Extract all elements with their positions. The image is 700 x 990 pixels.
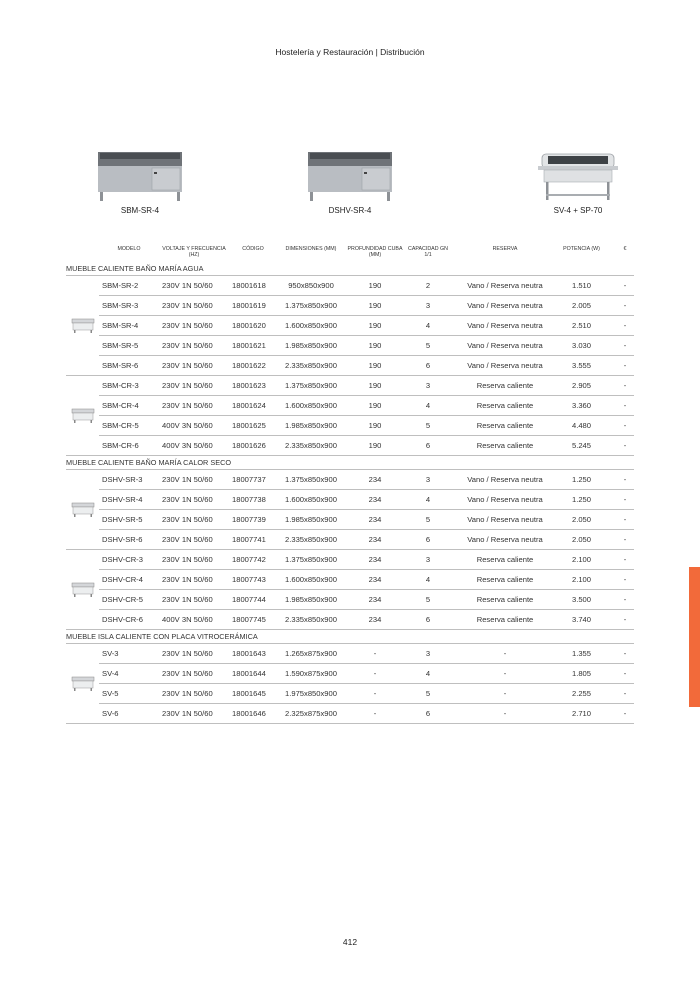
table-cell: Reserva caliente	[451, 416, 559, 436]
col-header-profundidad: PROFUNDIDAD CUBA (MM)	[347, 246, 403, 258]
table-cell: Reserva caliente	[451, 570, 559, 590]
table-cell: 230V 1N 50/60	[159, 396, 229, 416]
table-cell: -	[604, 644, 634, 664]
table-cell: 3.555	[559, 356, 604, 376]
table-cell: 234	[345, 530, 405, 550]
table-row	[66, 316, 634, 336]
table-cell: -	[604, 396, 634, 416]
bain-marie-heated-reserve-icon	[66, 376, 99, 456]
table-cell: 3.360	[559, 396, 604, 416]
table-cell: 950x850x900	[277, 276, 345, 296]
table-row	[66, 336, 634, 356]
table-cell: 190	[345, 296, 405, 316]
table-cell: 230V 1N 50/60	[159, 644, 229, 664]
table-cell: 1.600x850x900	[277, 570, 345, 590]
dry-heat-heated-reserve-icon	[66, 550, 99, 630]
table-cell: -	[604, 510, 634, 530]
table-cell: -	[604, 684, 634, 704]
table-cell: 2.005	[559, 296, 604, 316]
table-cell: 234	[345, 510, 405, 530]
table-cell: 230V 1N 50/60	[159, 490, 229, 510]
section-title: MUEBLE CALIENTE BAÑO MARÍA AGUA	[66, 262, 634, 276]
dry-heat-cabinet-image	[302, 150, 398, 202]
col-header-capacidad: CAPACIDAD GN 1/1	[408, 246, 448, 258]
table-cell: 4	[405, 570, 451, 590]
table-cell: SBM-CR-6	[99, 436, 159, 456]
table-cell: -	[604, 490, 634, 510]
table-cell: -	[451, 664, 559, 684]
product-caption: SV-4 + SP-70	[553, 206, 603, 215]
table-cell: 234	[345, 490, 405, 510]
table-cell: 18001619	[229, 296, 277, 316]
table-cell: 230V 1N 50/60	[159, 276, 229, 296]
table-cell: Vano / Reserva neutra	[451, 356, 559, 376]
table-cell: -	[604, 436, 634, 456]
table-cell: SBM-SR-2	[99, 276, 159, 296]
table-cell: 4	[405, 490, 451, 510]
table-cell: 234	[345, 610, 405, 630]
table-cell: 230V 1N 50/60	[159, 510, 229, 530]
table-row	[66, 296, 634, 316]
table-cell: 5.245	[559, 436, 604, 456]
table-cell: -	[604, 296, 634, 316]
table-cell: 1.375x850x900	[277, 470, 345, 490]
table-cell: 18007737	[229, 470, 277, 490]
table-cell: 18001643	[229, 644, 277, 664]
table-row	[66, 664, 634, 684]
table-cell: 1.375x850x900	[277, 296, 345, 316]
bain-marie-water-icon	[66, 276, 99, 376]
table-cell: 18001624	[229, 396, 277, 416]
table-cell: 1.600x850x900	[277, 396, 345, 416]
table-cell: -	[604, 704, 634, 724]
table-cell: -	[604, 550, 634, 570]
table-cell: Vano / Reserva neutra	[451, 470, 559, 490]
table-cell: -	[604, 470, 634, 490]
col-header-dimensiones: DIMENSIONES (MM)	[285, 246, 337, 252]
table-cell: 3.500	[559, 590, 604, 610]
table-cell: 230V 1N 50/60	[159, 530, 229, 550]
table-cell: 230V 1N 50/60	[159, 704, 229, 724]
table-cell: 18001618	[229, 276, 277, 296]
table-cell: 4	[405, 664, 451, 684]
table-cell: 230V 1N 50/60	[159, 664, 229, 684]
table-row	[66, 610, 634, 630]
table-cell: DSHV-SR-5	[99, 510, 159, 530]
table-cell: 18001623	[229, 376, 277, 396]
table-cell: 2.905	[559, 376, 604, 396]
table-row	[66, 684, 634, 704]
table-cell: 190	[345, 436, 405, 456]
table-body	[66, 262, 634, 724]
section-title: MUEBLE ISLA CALIENTE CON PLACA VITROCERÁMICA	[66, 630, 634, 644]
table-cell: 2.335x850x900	[277, 610, 345, 630]
table-row	[66, 550, 634, 570]
table-cell: -	[604, 316, 634, 336]
table-cell: 230V 1N 50/60	[159, 356, 229, 376]
table-cell: -	[451, 684, 559, 704]
table-cell: 18001621	[229, 336, 277, 356]
product-table	[66, 243, 634, 724]
table-cell: -	[345, 664, 405, 684]
table-cell: Vano / Reserva neutra	[451, 530, 559, 550]
table-cell: 2.100	[559, 570, 604, 590]
table-cell: 190	[345, 376, 405, 396]
table-cell: Reserva caliente	[451, 550, 559, 570]
table-cell: 5	[405, 510, 451, 530]
col-header-modelo: MODELO	[117, 246, 141, 252]
table-row	[66, 490, 634, 510]
table-cell: -	[604, 276, 634, 296]
table-cell: 230V 1N 50/60	[159, 316, 229, 336]
table-cell: Reserva caliente	[451, 590, 559, 610]
product-caption: DSHV-SR-4	[328, 206, 372, 215]
table-cell: DSHV-CR-6	[99, 610, 159, 630]
table-cell: Reserva caliente	[451, 436, 559, 456]
table-cell: 230V 1N 50/60	[159, 376, 229, 396]
section-title: MUEBLE CALIENTE BAÑO MARÍA CALOR SECO	[66, 456, 634, 470]
table-cell: -	[604, 610, 634, 630]
table-cell: 18001625	[229, 416, 277, 436]
table-cell: Vano / Reserva neutra	[451, 490, 559, 510]
section-title-row	[66, 630, 634, 644]
hot-island-icon	[66, 644, 99, 724]
table-cell: -	[345, 684, 405, 704]
table-cell: 18001620	[229, 316, 277, 336]
table-cell: 2.510	[559, 316, 604, 336]
table-cell: 230V 1N 50/60	[159, 296, 229, 316]
table-cell: 1.250	[559, 470, 604, 490]
table-cell: 18001645	[229, 684, 277, 704]
table-cell: 1.985x850x900	[277, 510, 345, 530]
table-cell: Vano / Reserva neutra	[451, 336, 559, 356]
table-cell: Vano / Reserva neutra	[451, 510, 559, 530]
table-cell: 18007742	[229, 550, 277, 570]
table-cell: DSHV-SR-3	[99, 470, 159, 490]
table-cell: SV-4	[99, 664, 159, 684]
table-cell: 190	[345, 396, 405, 416]
section-title-row	[66, 262, 634, 276]
table-cell: DSHV-CR-4	[99, 570, 159, 590]
table-cell: -	[604, 336, 634, 356]
table-cell: DSHV-CR-5	[99, 590, 159, 610]
table-cell: 2	[405, 276, 451, 296]
table-cell: 190	[345, 416, 405, 436]
table-cell: Reserva caliente	[451, 610, 559, 630]
table-cell: 4	[405, 396, 451, 416]
table-cell: 5	[405, 336, 451, 356]
table-cell: 400V 3N 50/60	[159, 610, 229, 630]
table-cell: SV-6	[99, 704, 159, 724]
table-cell: 3	[405, 470, 451, 490]
table-cell: 190	[345, 336, 405, 356]
table-cell: 3	[405, 550, 451, 570]
table-cell: 1.590x875x900	[277, 664, 345, 684]
table-cell: SBM-SR-4	[99, 316, 159, 336]
table-row	[66, 276, 634, 296]
table-cell: 190	[345, 356, 405, 376]
table-cell: 1.375x850x900	[277, 376, 345, 396]
table-cell: 400V 3N 50/60	[159, 436, 229, 456]
table-cell: 1.975x850x900	[277, 684, 345, 704]
table-cell: 18001622	[229, 356, 277, 376]
table-cell: 230V 1N 50/60	[159, 590, 229, 610]
table-cell: -	[604, 376, 634, 396]
hot-island-ceramic-image	[530, 150, 626, 202]
col-header-precio: €	[623, 246, 627, 252]
table-cell: 18007738	[229, 490, 277, 510]
table-cell: 18007739	[229, 510, 277, 530]
table-cell: -	[604, 664, 634, 684]
table-cell: SBM-CR-4	[99, 396, 159, 416]
table-cell: 190	[345, 316, 405, 336]
table-cell: 3.030	[559, 336, 604, 356]
page-header: Hostelería y Restauración | Distribución	[275, 47, 425, 57]
table-cell: 18007741	[229, 530, 277, 550]
table-cell: 2.255	[559, 684, 604, 704]
table-cell: 1.600x850x900	[277, 316, 345, 336]
table-cell: -	[345, 704, 405, 724]
table-cell: 230V 1N 50/60	[159, 550, 229, 570]
table-cell: SV-3	[99, 644, 159, 664]
table-cell: 5	[405, 684, 451, 704]
table-cell: 1.805	[559, 664, 604, 684]
table-row	[66, 590, 634, 610]
table-cell: Vano / Reserva neutra	[451, 316, 559, 336]
table-cell: 230V 1N 50/60	[159, 336, 229, 356]
table-row	[66, 570, 634, 590]
bain-marie-cabinet-image	[92, 150, 188, 202]
product-sbm-sr-4	[90, 150, 190, 215]
table-cell: 1.375x850x900	[277, 550, 345, 570]
table-cell: -	[604, 416, 634, 436]
table-cell: 6	[405, 610, 451, 630]
table-cell: Reserva caliente	[451, 396, 559, 416]
table-cell: 4.480	[559, 416, 604, 436]
section-tab-marker	[689, 567, 700, 707]
page-number: 412	[342, 937, 358, 947]
table-cell: DSHV-SR-4	[99, 490, 159, 510]
col-header-voltaje: VOLTAJE Y FRECUENCIA (HZ)	[162, 246, 226, 258]
table-cell: 2.335x850x900	[277, 530, 345, 550]
table-cell: 18001626	[229, 436, 277, 456]
product-dshv-sr-4	[300, 150, 400, 215]
table-cell: 1.985x850x900	[277, 336, 345, 356]
table-cell: -	[451, 704, 559, 724]
table-cell: 1.985x850x900	[277, 590, 345, 610]
table-cell: 3	[405, 376, 451, 396]
table-cell: 1.355	[559, 644, 604, 664]
table-row	[66, 376, 634, 396]
table-row	[66, 356, 634, 376]
table-cell: 234	[345, 590, 405, 610]
table-cell: 1.510	[559, 276, 604, 296]
table-row	[66, 704, 634, 724]
table-cell: 2.050	[559, 530, 604, 550]
table-cell: 400V 3N 50/60	[159, 416, 229, 436]
product-caption: SBM-SR-4	[120, 206, 160, 215]
col-header-codigo: CÓDIGO	[242, 246, 264, 252]
table-cell: SBM-CR-3	[99, 376, 159, 396]
table-cell: DSHV-SR-6	[99, 530, 159, 550]
table-row	[66, 644, 634, 664]
table-cell: -	[604, 570, 634, 590]
section-title-row	[66, 456, 634, 470]
table-cell: Reserva caliente	[451, 376, 559, 396]
table-cell: 230V 1N 50/60	[159, 570, 229, 590]
table-cell: SBM-SR-6	[99, 356, 159, 376]
table-cell: 18001646	[229, 704, 277, 724]
table-cell: 6	[405, 704, 451, 724]
table-cell: 1.600x850x900	[277, 490, 345, 510]
col-header-potencia: POTENCIA (W)	[563, 246, 600, 252]
table-cell: 1.265x875x900	[277, 644, 345, 664]
table-cell: 234	[345, 470, 405, 490]
table-cell: 3.740	[559, 610, 604, 630]
table-cell: 230V 1N 50/60	[159, 470, 229, 490]
table-row	[66, 530, 634, 550]
table-cell: SBM-SR-5	[99, 336, 159, 356]
table-cell: SBM-CR-5	[99, 416, 159, 436]
table-cell: 230V 1N 50/60	[159, 684, 229, 704]
table-cell: 3	[405, 296, 451, 316]
table-cell: 18007745	[229, 610, 277, 630]
table-cell: 190	[345, 276, 405, 296]
table-cell: 1.250	[559, 490, 604, 510]
table-cell: Vano / Reserva neutra	[451, 276, 559, 296]
table-cell: 3	[405, 644, 451, 664]
table-cell: 2.100	[559, 550, 604, 570]
table-cell: 2.050	[559, 510, 604, 530]
table-cell: 18007743	[229, 570, 277, 590]
dry-heat-neutral-icon	[66, 470, 99, 550]
col-header-reserva: RESERVA	[492, 246, 518, 252]
table-cell: SBM-SR-3	[99, 296, 159, 316]
table-cell: 5	[405, 590, 451, 610]
table-cell: -	[604, 590, 634, 610]
table-cell: 5	[405, 416, 451, 436]
table-cell: 18007744	[229, 590, 277, 610]
table-cell: -	[604, 530, 634, 550]
product-sv-4-sp-70	[528, 150, 628, 215]
table-cell: -	[604, 356, 634, 376]
table-cell: 2.710	[559, 704, 604, 724]
table-cell: Vano / Reserva neutra	[451, 296, 559, 316]
table-cell: DSHV-CR-3	[99, 550, 159, 570]
table-cell: 2.335x850x900	[277, 436, 345, 456]
table-cell: 6	[405, 356, 451, 376]
table-row	[66, 396, 634, 416]
table-header-row	[66, 243, 634, 262]
table-row	[66, 470, 634, 490]
table-row	[66, 436, 634, 456]
table-cell: SV-5	[99, 684, 159, 704]
table-cell: -	[345, 644, 405, 664]
table-cell: -	[451, 644, 559, 664]
table-cell: 1.985x850x900	[277, 416, 345, 436]
table-cell: 6	[405, 436, 451, 456]
table-cell: 4	[405, 316, 451, 336]
table-cell: 2.325x875x900	[277, 704, 345, 724]
table-cell: 18001644	[229, 664, 277, 684]
table-row	[66, 510, 634, 530]
table-cell: 234	[345, 570, 405, 590]
table-cell: 6	[405, 530, 451, 550]
product-table-container	[66, 243, 634, 724]
table-cell: 234	[345, 550, 405, 570]
table-cell: 2.335x850x900	[277, 356, 345, 376]
table-row	[66, 416, 634, 436]
